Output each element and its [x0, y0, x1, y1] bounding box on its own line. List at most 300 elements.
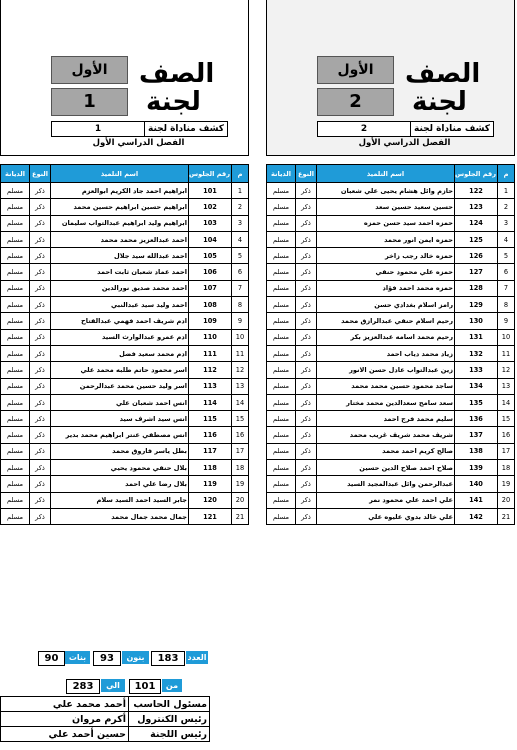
student-religion: مسلم: [1, 329, 30, 345]
row-index: 12: [232, 362, 249, 378]
student-sex: ذكر: [296, 264, 317, 280]
seat-number: 102: [189, 199, 232, 215]
student-sex: ذكر: [30, 492, 51, 508]
signature-name: أكرم مروان: [1, 712, 129, 727]
student-religion: مسلم: [1, 508, 30, 524]
committee-header: [0, 0, 249, 156]
student-name: احمد عماد شعبان ثابت احمد: [51, 264, 189, 280]
student-sex: ذكر: [30, 280, 51, 296]
table-row: [1, 199, 249, 215]
student-name: حمزه ايمن انور محمد: [317, 231, 455, 247]
student-religion: مسلم: [1, 231, 30, 247]
student-religion: مسلم: [1, 280, 30, 296]
seat-number: 132: [455, 345, 498, 361]
table-row: [1, 280, 249, 296]
total-value: 183: [151, 651, 185, 666]
table-row: [1, 345, 249, 361]
committee-number-box: 1: [51, 88, 128, 116]
row-index: 19: [232, 476, 249, 492]
row-index: 1: [232, 183, 249, 199]
table-row: [1, 215, 249, 231]
table-row: [1, 264, 249, 280]
table-row: [267, 231, 515, 247]
table-row: [1, 492, 249, 508]
seat-number: 101: [189, 183, 232, 199]
table-row: [267, 427, 515, 443]
student-sex: ذكر: [30, 411, 51, 427]
row-index: 6: [232, 264, 249, 280]
col-header-sex: النوع: [296, 165, 317, 183]
student-name: بلال حنفي محمود يحيي: [51, 460, 189, 476]
student-sex: ذكر: [296, 248, 317, 264]
col-header-sex: النوع: [30, 165, 51, 183]
committee-header: [266, 0, 515, 156]
seat-number: 127: [455, 264, 498, 280]
seat-number: 135: [455, 394, 498, 410]
table-row: [267, 394, 515, 410]
seat-number: 128: [455, 280, 498, 296]
student-religion: مسلم: [267, 345, 296, 361]
student-religion: مسلم: [1, 264, 30, 280]
committee-title: لجنة: [412, 87, 467, 117]
row-index: 6: [498, 264, 515, 280]
student-sex: ذكر: [296, 280, 317, 296]
student-religion: مسلم: [267, 362, 296, 378]
table-row: [267, 199, 515, 215]
student-religion: مسلم: [267, 215, 296, 231]
row-index: 4: [232, 231, 249, 247]
student-religion: مسلم: [1, 313, 30, 329]
seat-number: 105: [189, 248, 232, 264]
student-religion: مسلم: [1, 183, 30, 199]
col-header-index: م: [498, 165, 515, 183]
student-sex: ذكر: [296, 329, 317, 345]
student-name: ابراهيم وليد ابراهيم عبدالتواب سليمان: [51, 215, 189, 231]
student-sex: ذكر: [30, 460, 51, 476]
roll-call-row: [317, 121, 494, 137]
table-header-row: [1, 165, 249, 183]
student-table: [266, 164, 515, 525]
seat-number: 120: [189, 492, 232, 508]
boys-value: 93: [93, 651, 121, 666]
row-index: 11: [232, 345, 249, 361]
table-row: [1, 183, 249, 199]
student-name: سعد سامح سعدالدين محمد مختار: [317, 394, 455, 410]
table-row: [267, 345, 515, 361]
student-sex: ذكر: [296, 492, 317, 508]
student-sex: ذكر: [30, 329, 51, 345]
student-religion: مسلم: [1, 427, 30, 443]
student-name: احمد وليد سيد عبدالنبي: [51, 297, 189, 313]
student-sex: ذكر: [296, 460, 317, 476]
roll-call-row: [51, 121, 228, 137]
student-sex: ذكر: [296, 345, 317, 361]
seat-number: 134: [455, 378, 498, 394]
seat-number: 106: [189, 264, 232, 280]
row-index: 9: [232, 313, 249, 329]
student-name: حمزه محمد احمد فؤاد: [317, 280, 455, 296]
row-index: 10: [498, 329, 515, 345]
seat-number: 104: [189, 231, 232, 247]
table-row: [267, 313, 515, 329]
row-index: 17: [232, 443, 249, 459]
student-religion: مسلم: [267, 411, 296, 427]
student-religion: مسلم: [1, 476, 30, 492]
row-index: 2: [232, 199, 249, 215]
row-index: 14: [232, 394, 249, 410]
student-religion: مسلم: [267, 199, 296, 215]
row-index: 13: [232, 378, 249, 394]
student-sex: ذكر: [30, 427, 51, 443]
grade-level-box: الأول: [317, 56, 394, 84]
student-name: علي خالد بدوي عليوه علي: [317, 508, 455, 524]
student-sex: ذكر: [30, 313, 51, 329]
student-name: صلاح احمد صلاح الدين حسين: [317, 460, 455, 476]
row-index: 3: [232, 215, 249, 231]
row-index: 2: [498, 199, 515, 215]
table-row: [267, 329, 515, 345]
col-header-seat: رقم الجلوس: [455, 165, 498, 183]
student-name: اسر محمود حاتم طلبه محمد علي: [51, 362, 189, 378]
student-religion: مسلم: [267, 443, 296, 459]
seat-number: 109: [189, 313, 232, 329]
to-value: 283: [66, 679, 100, 694]
student-religion: مسلم: [1, 345, 30, 361]
student-religion: مسلم: [267, 231, 296, 247]
semester-label: الفصل الدراسي الأول: [358, 138, 451, 148]
seat-number: 115: [189, 411, 232, 427]
seat-number: 117: [189, 443, 232, 459]
student-sex: ذكر: [30, 183, 51, 199]
student-name: احمد عبدالعزيز محمد محمد: [51, 231, 189, 247]
table-row: [1, 394, 249, 410]
student-religion: مسلم: [267, 378, 296, 394]
table-row: [267, 443, 515, 459]
row-index: 8: [498, 297, 515, 313]
student-name: زين عبدالتواب عادل حسن الانور: [317, 362, 455, 378]
student-name: شريف محمد شريف غريب محمد: [317, 427, 455, 443]
student-name: رحيم محمد اسامه عبدالعزيز بكر: [317, 329, 455, 345]
signature-role: رئيس الكنترول: [129, 712, 210, 727]
table-row: [267, 460, 515, 476]
seat-number: 130: [455, 313, 498, 329]
student-name: حسين سعيد حسين سعد: [317, 199, 455, 215]
table-row: [1, 378, 249, 394]
table-row: [267, 280, 515, 296]
student-sex: ذكر: [296, 362, 317, 378]
signature-row: [1, 697, 210, 712]
signature-role: مسئول الحاسب: [129, 697, 210, 712]
student-sex: ذكر: [296, 394, 317, 410]
seat-number: 118: [189, 460, 232, 476]
row-index: 20: [232, 492, 249, 508]
student-rows: [1, 183, 249, 525]
table-row: [1, 476, 249, 492]
student-name: رحيم اسلام حنفي عبدالرازق محمد: [317, 313, 455, 329]
student-religion: مسلم: [1, 443, 30, 459]
seat-number: 114: [189, 394, 232, 410]
table-row: [1, 248, 249, 264]
row-index: 10: [232, 329, 249, 345]
row-index: 16: [498, 427, 515, 443]
row-index: 11: [498, 345, 515, 361]
total-label: العدد: [187, 653, 207, 662]
row-index: 15: [232, 411, 249, 427]
seat-number: 108: [189, 297, 232, 313]
student-name: رامز اسلام بغدادي حسن: [317, 297, 455, 313]
student-religion: مسلم: [267, 313, 296, 329]
table-row: [1, 313, 249, 329]
row-index: 1: [498, 183, 515, 199]
student-sex: ذكر: [296, 183, 317, 199]
row-index: 5: [498, 248, 515, 264]
seat-number: 107: [189, 280, 232, 296]
col-header-name: اسم التلميذ: [317, 165, 455, 183]
row-index: 15: [498, 411, 515, 427]
table-row: [1, 411, 249, 427]
table-row: [267, 508, 515, 524]
girls-value: 90: [38, 651, 65, 666]
signature-role: رئيس اللجنة: [129, 727, 210, 742]
student-sex: ذكر: [30, 248, 51, 264]
row-index: 5: [232, 248, 249, 264]
student-religion: مسلم: [1, 297, 30, 313]
grade-title: الصف: [405, 59, 481, 89]
student-name: انس مصطفي عنتر ابراهيم محمد بدير: [51, 427, 189, 443]
student-sex: ذكر: [30, 508, 51, 524]
semester-label: الفصل الدراسي الأول: [92, 138, 185, 148]
seat-number: 137: [455, 427, 498, 443]
seat-number: 111: [189, 345, 232, 361]
seat-number: 131: [455, 329, 498, 345]
student-religion: مسلم: [1, 394, 30, 410]
seat-number: 122: [455, 183, 498, 199]
table-header-row: [267, 165, 515, 183]
to-label: الي: [101, 679, 125, 692]
student-sex: ذكر: [30, 199, 51, 215]
student-sex: ذكر: [296, 199, 317, 215]
student-religion: مسلم: [1, 362, 30, 378]
boys-label: بنون: [122, 651, 149, 664]
signature-row: [1, 712, 210, 727]
student-religion: مسلم: [267, 183, 296, 199]
student-sex: ذكر: [296, 231, 317, 247]
seat-number: 121: [189, 508, 232, 524]
row-index: 14: [498, 394, 515, 410]
table-row: [1, 231, 249, 247]
seat-number: 138: [455, 443, 498, 459]
table-row: [267, 215, 515, 231]
committee-number-box: 2: [317, 88, 394, 116]
student-religion: مسلم: [1, 411, 30, 427]
grade-title: الصف: [139, 59, 215, 89]
signature-name: أحمد محمد علي: [1, 697, 129, 712]
student-name: ساجد محمود حسين محمد محمد: [317, 378, 455, 394]
row-index: 7: [232, 280, 249, 296]
table-row: [1, 427, 249, 443]
seat-number: 119: [189, 476, 232, 492]
student-sex: ذكر: [30, 215, 51, 231]
student-religion: مسلم: [267, 427, 296, 443]
student-religion: مسلم: [267, 297, 296, 313]
row-index: 13: [498, 378, 515, 394]
student-sex: ذكر: [30, 394, 51, 410]
seat-number: 110: [189, 329, 232, 345]
row-index: 18: [498, 460, 515, 476]
student-religion: مسلم: [267, 394, 296, 410]
table-row: [267, 297, 515, 313]
row-index: 3: [498, 215, 515, 231]
roll-call-label: كشف مناداة لجنة: [410, 122, 493, 136]
table-row: [267, 248, 515, 264]
girls-label: بنات: [65, 651, 90, 664]
row-index: 17: [498, 443, 515, 459]
student-sex: ذكر: [30, 264, 51, 280]
seat-number: 142: [455, 508, 498, 524]
signature-row: [1, 727, 210, 742]
col-header-name: اسم التلميذ: [51, 165, 189, 183]
student-name: سليم محمد فرج احمد: [317, 411, 455, 427]
student-name: عبدالرحمن وائل عبدالمجيد السيد: [317, 476, 455, 492]
student-name: ادم عمرو عبدالوارث السيد: [51, 329, 189, 345]
table-row: [267, 492, 515, 508]
table-row: [267, 264, 515, 280]
row-index: 21: [498, 508, 515, 524]
seat-number: 126: [455, 248, 498, 264]
student-sex: ذكر: [30, 297, 51, 313]
student-name: جابر السيد احمد السيد سلام: [51, 492, 189, 508]
table-row: [267, 411, 515, 427]
committee-panel-1: [0, 0, 249, 540]
student-sex: ذكر: [296, 411, 317, 427]
from-label: من: [162, 679, 182, 692]
student-religion: مسلم: [1, 378, 30, 394]
seat-number: 123: [455, 199, 498, 215]
seat-number: 141: [455, 492, 498, 508]
col-header-seat: رقم الجلوس: [189, 165, 232, 183]
student-sex: ذكر: [296, 443, 317, 459]
student-name: حازم وائل هشام يحيى علي شعبان: [317, 183, 455, 199]
row-index: 20: [498, 492, 515, 508]
student-name: بطل ياسر فاروق محمد: [51, 443, 189, 459]
student-name: بلال رضا علي احمد: [51, 476, 189, 492]
student-name: احمد عبدالله سيد جلال: [51, 248, 189, 264]
row-index: 16: [232, 427, 249, 443]
signature-name: حسين أحمد علي: [1, 727, 129, 742]
student-name: صالح كريم احمد محمد: [317, 443, 455, 459]
student-name: حمزه خالد رجب زاخر: [317, 248, 455, 264]
table-row: [267, 378, 515, 394]
student-sex: ذكر: [296, 427, 317, 443]
student-sex: ذكر: [30, 345, 51, 361]
student-religion: مسلم: [267, 508, 296, 524]
student-name: حمزه علي محمود حنفي: [317, 264, 455, 280]
row-index: 12: [498, 362, 515, 378]
student-sex: ذكر: [296, 378, 317, 394]
seat-number: 112: [189, 362, 232, 378]
from-value: 101: [129, 679, 161, 694]
student-table: [0, 164, 249, 525]
table-row: [1, 362, 249, 378]
student-sex: ذكر: [296, 313, 317, 329]
student-sex: ذكر: [296, 297, 317, 313]
grade-level-box: الأول: [51, 56, 128, 84]
student-name: انس احمد شعبان علي: [51, 394, 189, 410]
student-name: زياد محمد دياب احمد: [317, 345, 455, 361]
seat-number: 133: [455, 362, 498, 378]
seat-number: 116: [189, 427, 232, 443]
row-index: 19: [498, 476, 515, 492]
table-row: [1, 329, 249, 345]
row-index: 21: [232, 508, 249, 524]
seat-number: 113: [189, 378, 232, 394]
seat-number: 129: [455, 297, 498, 313]
row-index: 18: [232, 460, 249, 476]
table-row: [267, 476, 515, 492]
row-index: 9: [498, 313, 515, 329]
student-name: ادم شريف احمد فهمي عبدالفتاح: [51, 313, 189, 329]
student-rows: [267, 183, 515, 525]
student-sex: ذكر: [30, 476, 51, 492]
seat-number: 125: [455, 231, 498, 247]
row-index: 8: [232, 297, 249, 313]
student-religion: مسلم: [1, 492, 30, 508]
student-religion: مسلم: [267, 460, 296, 476]
committee-panel-2: [266, 0, 515, 540]
seat-number: 139: [455, 460, 498, 476]
seat-number: 103: [189, 215, 232, 231]
student-sex: ذكر: [30, 378, 51, 394]
student-sex: ذكر: [30, 362, 51, 378]
student-sex: ذكر: [30, 443, 51, 459]
student-religion: مسلم: [1, 460, 30, 476]
student-name: ابراهيم حسين ابراهيم حسين محمد: [51, 199, 189, 215]
committee-title: لجنة: [146, 87, 201, 117]
table-row: [267, 183, 515, 199]
student-religion: مسلم: [267, 329, 296, 345]
table-row: [1, 508, 249, 524]
col-header-religion: الديانة: [1, 165, 30, 183]
student-religion: مسلم: [1, 248, 30, 264]
student-religion: مسلم: [1, 215, 30, 231]
student-name: اسر وليد حسين محمد عبدالرحمن: [51, 378, 189, 394]
col-header-index: م: [232, 165, 249, 183]
roll-call-value: 2: [360, 124, 368, 134]
table-row: [267, 362, 515, 378]
signature-table: [0, 696, 210, 742]
seat-number: 140: [455, 476, 498, 492]
seat-number: 124: [455, 215, 498, 231]
roll-call-label: كشف مناداة لجنة: [144, 122, 227, 136]
student-name: علي احمد علي محمود نمر: [317, 492, 455, 508]
student-name: ابراهيم احمد جاد الكريم ابوالعزم: [51, 183, 189, 199]
student-religion: مسلم: [267, 492, 296, 508]
seat-number: 136: [455, 411, 498, 427]
student-sex: ذكر: [296, 215, 317, 231]
student-sex: ذكر: [296, 508, 317, 524]
student-religion: مسلم: [267, 248, 296, 264]
col-header-religion: الديانة: [267, 165, 296, 183]
student-name: انس سيد اشرف سيد: [51, 411, 189, 427]
student-religion: مسلم: [267, 476, 296, 492]
student-name: احمد محمد صديق نورالدين: [51, 280, 189, 296]
table-row: [1, 443, 249, 459]
student-name: ادم محمد سعيد فضل: [51, 345, 189, 361]
table-row: [1, 460, 249, 476]
student-sex: ذكر: [296, 476, 317, 492]
student-name: جمال محمد جمال محمد: [51, 508, 189, 524]
row-index: 4: [498, 231, 515, 247]
